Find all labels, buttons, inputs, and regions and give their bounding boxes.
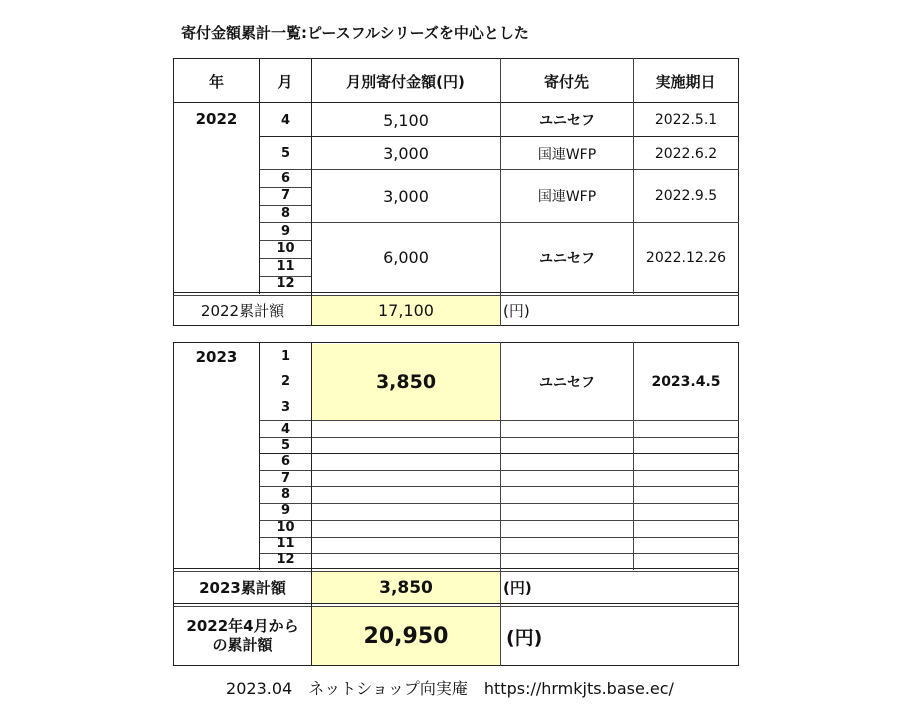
- year-label-2023: 2023: [195, 348, 238, 366]
- month-cell: 6: [280, 454, 291, 470]
- month-cell: 6: [280, 171, 291, 187]
- total-value-2023: 3,850: [312, 572, 500, 603]
- grid-line: [259, 437, 739, 438]
- recipient-cell: ユニセフ: [539, 113, 595, 129]
- date-cell: 2022.5.1: [654, 112, 718, 128]
- grid-line: [173, 102, 739, 103]
- grid-line: [173, 568, 739, 569]
- month-cell: 9: [280, 503, 291, 519]
- recipient-cell: 国連WFP: [537, 189, 597, 205]
- header-recipient: 寄付先: [543, 72, 589, 91]
- grid-line: [259, 553, 739, 554]
- amount-cell: 5,100: [383, 110, 429, 130]
- grid-line: [259, 537, 739, 538]
- month-stack: [260, 223, 311, 292]
- total-label-2023: 2023累計額: [199, 579, 286, 597]
- month-cell: 7: [280, 188, 291, 204]
- month-cell: 4: [280, 421, 291, 437]
- grid-line: [259, 470, 739, 471]
- page-title: 寄付金額累計一覧:ピースフルシリーズを中心とした: [181, 24, 529, 42]
- month-cell: 2: [280, 374, 291, 390]
- month-cell: 12: [276, 552, 295, 568]
- total-label-2022: 2022累計額: [200, 302, 285, 320]
- grid-line: [259, 486, 739, 487]
- month-cell: 11: [276, 535, 295, 551]
- amount-cell: 3,000: [383, 186, 429, 206]
- grand-total-label: [174, 607, 311, 665]
- year-label-2022: 2022: [195, 110, 238, 128]
- header-amount: 月別寄付金額(円): [346, 72, 465, 91]
- month-cell: 3: [280, 399, 291, 415]
- month-cell: 9: [280, 224, 291, 240]
- date-cell: 2022.9.5: [654, 188, 718, 204]
- grand-total-label-line2: の累計額: [212, 636, 273, 654]
- grid-line: [259, 520, 739, 521]
- grid-line: [259, 136, 739, 137]
- amount-cell: 3,000: [383, 144, 429, 163]
- amount-cell-2023: 3,850: [312, 344, 500, 420]
- month-stack: [260, 170, 311, 222]
- header-date: 実施期日: [655, 72, 716, 91]
- date-cell: 2022.6.2: [654, 145, 718, 162]
- grid-line: [259, 453, 739, 454]
- header-year: 年: [208, 72, 224, 91]
- footer-text: 2023.04 ネットショップ向実庵 https://hrmkjts.base.ec/: [226, 679, 674, 698]
- total-value-2022: 17,100: [312, 296, 500, 325]
- month-cell: 12: [276, 275, 295, 291]
- month-stack: [260, 344, 311, 420]
- month-cell: 10: [276, 519, 295, 535]
- grid-line: [173, 603, 739, 604]
- date-cell: 2023.4.5: [651, 374, 721, 390]
- month-stack: [260, 421, 311, 568]
- total-unit-2022: (円): [503, 302, 530, 320]
- month-cell: 4: [280, 112, 291, 128]
- grand-total-value: 20,950: [312, 607, 500, 665]
- month-cell: 11: [276, 258, 295, 274]
- month-cell: 1: [280, 349, 291, 365]
- month-cell: 5: [280, 437, 291, 453]
- month-cell: 8: [280, 486, 291, 502]
- date-cell: 2022.12.26: [645, 249, 727, 266]
- grid-line: [259, 503, 739, 504]
- grid-line: [259, 420, 739, 421]
- grand-total-label-line1: 2022年4月から: [186, 616, 299, 635]
- recipient-cell: 国連WFP: [537, 146, 597, 163]
- month-cell: 8: [280, 205, 291, 221]
- header-month: 月: [277, 72, 293, 91]
- total-unit-2023: (円): [503, 579, 532, 597]
- grand-total-unit: (円): [506, 626, 543, 649]
- month-cell: 10: [276, 241, 295, 257]
- month-cell: 7: [280, 470, 291, 486]
- month-cell: 5: [280, 146, 291, 161]
- amount-cell: 6,000: [383, 248, 429, 267]
- recipient-cell: ユニセフ: [539, 250, 595, 267]
- recipient-cell: ユニセフ: [539, 375, 595, 391]
- grid-line: [173, 292, 739, 293]
